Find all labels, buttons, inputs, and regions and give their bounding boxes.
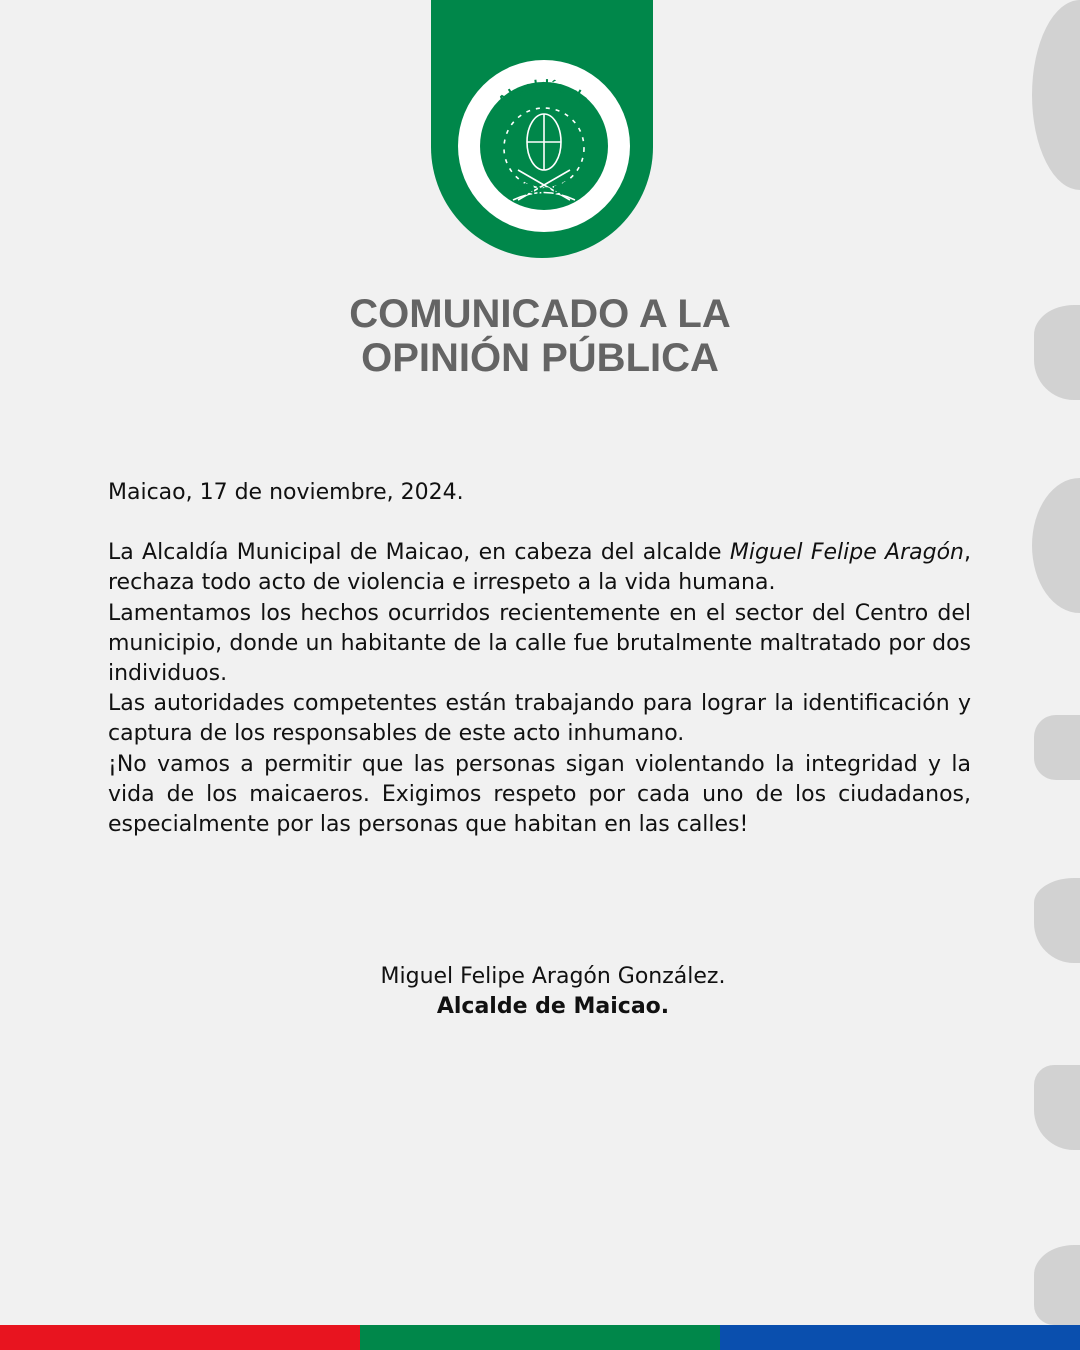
- alcaldia-maicao-seal-logo: [458, 60, 630, 232]
- decor-shape: [1034, 305, 1080, 400]
- date-line: Maicao, 17 de noviembre, 2024.: [108, 480, 464, 505]
- decor-shape: [1032, 478, 1080, 613]
- signature-block: [0, 962, 1080, 1022]
- page-title: [0, 292, 1080, 380]
- signer-role: Alcalde de Maicao.: [436, 994, 670, 1019]
- footer-stripe-red: [0, 1325, 360, 1350]
- p1-end: , rechaza todo acto de violencia e irrespeto a la vida humana.: [108, 540, 972, 596]
- title-line-2: OPINIÓN PÚBLICA: [361, 336, 719, 380]
- mayor-name-italic: Miguel Felipe Aragón: [729, 540, 965, 566]
- signer-name: Miguel Felipe Aragón González.: [380, 964, 726, 989]
- svg-text:MAICAO: MAICAO: [510, 176, 578, 202]
- decor-shape: [1032, 0, 1080, 190]
- title-line-1: COMUNICADO A LA: [349, 292, 731, 336]
- paragraph-3: Las autoridades competentes están trabajando para lograr la identificación y captura de los responsables de este acto inhumano.: [108, 691, 971, 747]
- paragraph-2: Lamentamos los hechos ocurridos recientemente en el sector del Centro del municipio, donde un habitante de la calle fue brutalmente maltratado por dos individuos.: [108, 600, 971, 687]
- footer-stripe-blue: [720, 1325, 1080, 1350]
- paragraph-1: [108, 538, 971, 598]
- paragraph-4: ¡No vamos a permitir que las personas sigan violentando la integridad y la vida de los maicaeros. Exigimos respeto por cada uno de los ciudadanos, especialmente por las personas que habitan en las calles!: [108, 751, 971, 838]
- decor-shape: [1034, 1065, 1080, 1150]
- decor-shape: [1034, 715, 1080, 780]
- communique-body: [108, 478, 971, 840]
- footer-stripe-green: [360, 1325, 720, 1350]
- decor-shape: [1034, 878, 1080, 963]
- p1-start: La Alcaldía Municipal de Maicao, en cabeza del alcalde: [108, 540, 730, 566]
- decor-shape: [1034, 1245, 1080, 1325]
- svg-text:Alcaldía de: Alcaldía de: [494, 76, 594, 111]
